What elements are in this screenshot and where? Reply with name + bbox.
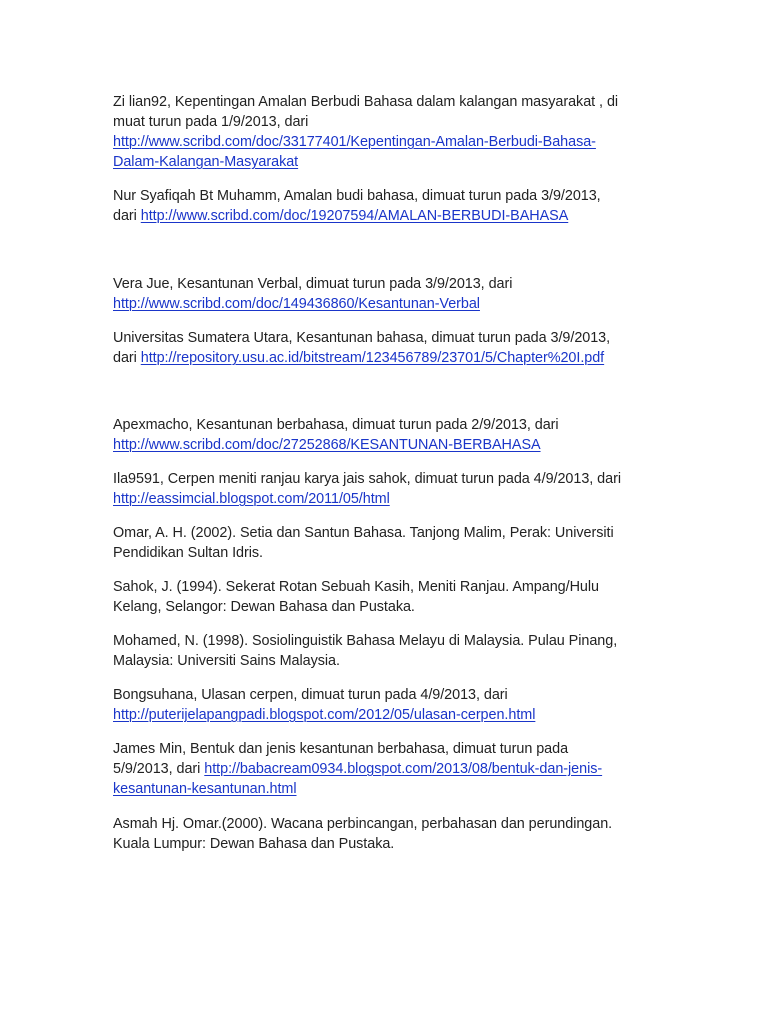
reference-link[interactable]: Dalam-Kalangan-Masyarakat [113,154,299,170]
reference-entry [113,328,673,368]
reference-entry [113,523,673,563]
reference-link[interactable]: http://www.scribd.com/doc/33177401/Kepentingan-Amalan-Berbudi-Bahasa- [113,134,596,150]
reference-link[interactable]: http://repository.usu.ac.id/bitstream/123456789/23701/5/Chapter%20I.pdf [140,350,605,366]
reference-link[interactable]: http://puterijelapangpadi.blogspot.com/2012/05/ulasan-cerpen.html [113,707,536,723]
reference-text: muat turun pada 1/9/2013, dari [113,114,309,130]
reference-text: Bongsuhana, Ulasan cerpen, dimuat turun pada 4/9/2013, dari [113,687,508,703]
reference-entry [113,469,673,509]
reference-entry [113,577,673,617]
reference-entry [113,814,673,854]
reference-text: Zi lian92, Kepentingan Amalan Berbudi Bahasa dalam kalangan masyarakat , di [113,94,619,110]
reference-text: dari [113,208,141,224]
reference-text: Pendidikan Sultan Idris. [113,545,263,561]
reference-text: Vera Jue, Kesantunan Verbal, dimuat turun pada 3/9/2013, dari [113,276,513,292]
reference-text: Sahok, J. (1994). Sekerat Rotan Sebuah Kasih, Meniti Ranjau. Ampang/Hulu [113,579,599,595]
reference-entry [113,415,673,455]
reference-entry [113,631,673,671]
reference-entry [113,186,673,226]
reference-link[interactable]: http://www.scribd.com/doc/19207594/AMALAN-BERBUDI-BAHASA [140,208,569,224]
reference-text: Kuala Lumpur: Dewan Bahasa dan Pustaka. [113,836,395,852]
reference-entry [113,92,673,172]
reference-link[interactable]: http://babacream0934.blogspot.com/2013/08/bentuk-dan-jenis- [204,761,603,777]
reference-text: Malaysia: Universiti Sains Malaysia. [113,653,340,669]
reference-text: Apexmacho, Kesantunan berbahasa, dimuat turun pada 2/9/2013, dari [113,417,559,433]
reference-text: Kelang, Selangor: Dewan Bahasa dan Pustaka. [113,599,415,615]
reference-text: dari [113,350,141,366]
reference-text: Ila9591, Cerpen meniti ranjau karya jais sahok, dimuat turun pada 4/9/2013, dari [113,471,621,487]
reference-entry [113,685,673,725]
reference-entry [113,739,673,799]
reference-text: Asmah Hj. Omar.(2000). Wacana perbincangan, perbahasan dan perundingan. [113,816,613,832]
reference-text: Universitas Sumatera Utara, Kesantunan bahasa, dimuat turun pada 3/9/2013, [113,330,611,346]
reference-text: 5/9/2013, dari [113,761,205,777]
reference-link[interactable]: http://www.scribd.com/doc/27252868/KESANTUNAN-BERBAHASA [113,437,541,453]
reference-link[interactable]: http://eassimcial.blogspot.com/2011/05/html [113,491,390,507]
reference-entry [113,274,673,314]
reference-link[interactable]: http://www.scribd.com/doc/149436860/Kesantunan-Verbal [113,296,480,312]
reference-text: Nur Syafiqah Bt Muhamm, Amalan budi bahasa, dimuat turun pada 3/9/2013, [113,188,601,204]
reference-text: Omar, A. H. (2002). Setia dan Santun Bahasa. Tanjong Malim, Perak: Universiti [113,525,614,541]
reference-text: James Min, Bentuk dan jenis kesantunan berbahasa, dimuat turun pada [113,741,569,757]
reference-link[interactable]: kesantunan-kesantunan.html [113,781,297,797]
reference-text: Mohamed, N. (1998). Sosiolinguistik Bahasa Melayu di Malaysia. Pulau Pinang, [113,633,618,649]
